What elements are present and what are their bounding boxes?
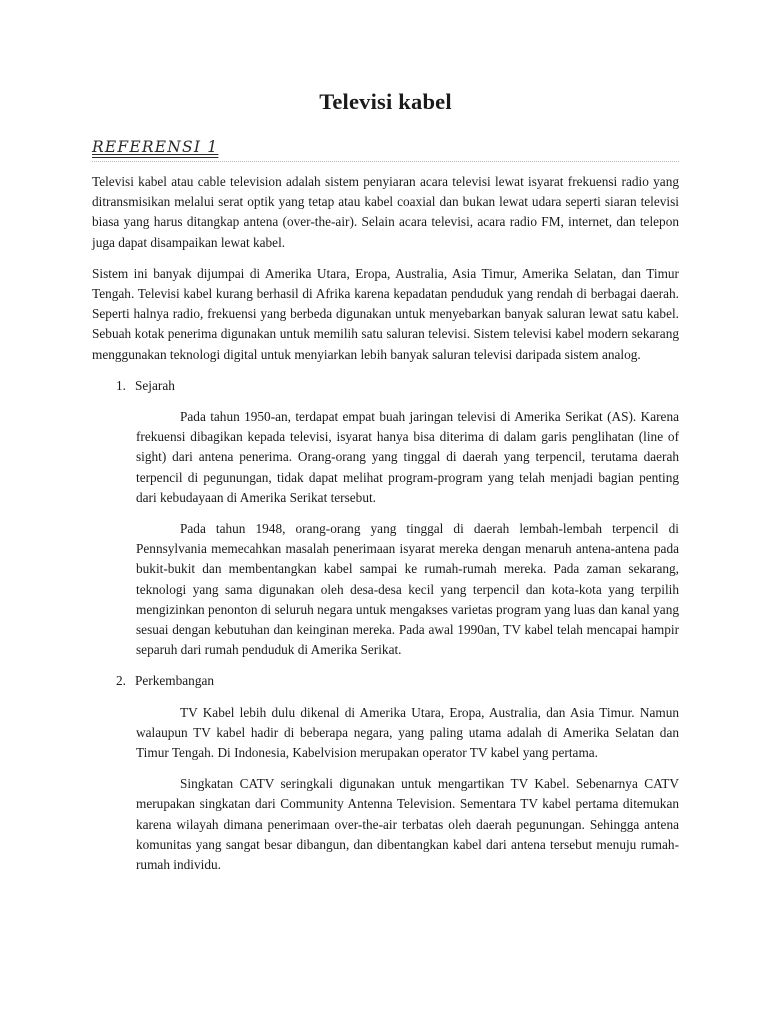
section-number: 2. [116,673,126,689]
section-paragraph: Pada tahun 1948, orang-orang yang tinggal di daerah lembah-lembah terpencil di Pennsylvania memecahkan masalah penerimaan isyarat mereka dengan menaruh antena-antena pada bukit-bukit dan membentangkan kabel sampai ke rumah-rumah mereka. Pada zaman sekarang, teknologi yang sama digunakan oleh desa-desa kecil yang terpencil dan kota-kota yang terpilih mengizinkan penonton di seluruh negara untuk mengakses varietas program yang luas dan kanal yang sesuai dengan kebutuhan dan keinginan mereka. Pada awal 1990an, TV kabel telah mencapai hampir separuh dari rumah penduduk di Amerika Serikat. [136,521,679,658]
section-paragraph: Pada tahun 1950-an, terdapat empat buah jaringan televisi di Amerika Serikat (AS). Karena frekuensi dibagikan kepada televisi, isyarat hanya bisa diterima di dalam garis penglihatan (line of sight) dari antena penerima. Orang-orang yang tinggal di daerah yang terpencil, terutama daerah terpencil di pegunungan, tidak dapat melihat program-program yang telah menjadi bagian penting dari kebudayaan di Amerika Serikat tersebut. [136,409,679,505]
intro-paragraph: Televisi kabel atau cable television adalah sistem penyiaran acara televisi lewat isyarat frekuensi radio yang ditransmisikan melalui serat optik yang tetap atau kabel coaxial dan bukan lewat udara seperti siaran televisi biasa yang harus ditangkap antena (over-the-air). Selain acara televisi, acara radio FM, internet, dan telepon juga dapat disampaikan lewat kabel. [92,174,679,250]
section-heading-perkembangan [92,671,679,691]
reference-heading: REFERENSI 1 [92,137,679,162]
section-paragraph: Singkatan CATV seringkali digunakan untuk mengartikan TV Kabel. Sebenarnya CATV merupakan singkatan dari Community Antenna Television. Sementara TV kabel pertama ditemukan karena wilayah dimana penerimaan over-the-air terbatas oleh daerah pegunungan. Sehingga antena komunitas yang sangat besar dibangun, dan dibentangkan kabel dari antena tersebut menuju rumah-rumah individu. [136,776,679,873]
document-title: Televisi kabel [319,89,452,114]
intro-paragraph: Sistem ini banyak dijumpai di Amerika Utara, Eropa, Australia, Asia Timur, Amerika Selatan, dan Timur Tengah. Televisi kabel kurang berhasil di Afrika karena kepadatan penduduk yang rendah di berbagai daerah. Seperti halnya radio, frekuensi yang berbeda digunakan untuk menyebarkan banyak saluran lewat satu kabel. Sebuah kotak penerima digunakan untuk memilih satu saluran televisi. Sistem televisi kabel modern sekarang menggunakan teknologi digital untuk menyiarkan lebih banyak saluran televisi daripada sistem analog. [92,265,679,362]
section-title: Sejarah [135,377,175,393]
section-heading-sejarah [92,376,679,396]
section-paragraph: TV Kabel lebih dulu dikenal di Amerika Utara, Eropa, Australia, dan Asia Timur. Namun walaupun TV kabel hadir di beberapa negara, yang paling utama adalah di Amerika Selatan dan Timur Tengah. Di Indonesia, Kabelvision merupakan operator TV kabel yang pertama. [136,704,679,761]
section-title: Perkembangan [135,673,215,689]
document-page [92,86,679,886]
section-number: 1. [116,377,126,393]
